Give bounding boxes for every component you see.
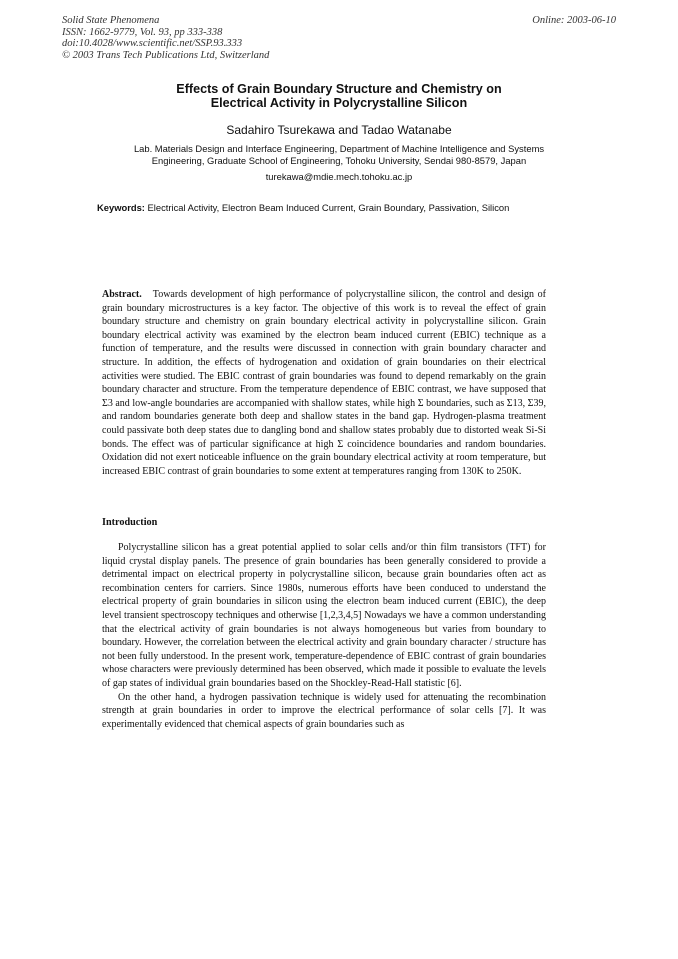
affiliation [0, 143, 678, 166]
intro-paragraph-2: On the other hand, a hydrogen passivation technique is widely used for attenuating the recombination strength at grain boundaries in order to improve the electrical performance of solar cells [7]. It was experimentally evidenced that chemical aspects of grain boundaries such as [102, 691, 546, 730]
paper-title [0, 82, 678, 110]
section-heading-introduction: Introduction [102, 517, 158, 528]
journal-header [62, 15, 269, 61]
keywords-label: Keywords: [97, 202, 145, 213]
keywords [97, 202, 509, 213]
online-date: Online: 2003-06-10 [532, 15, 616, 26]
title-line-1: Effects of Grain Boundary Structure and Chemistry on [176, 82, 502, 96]
intro-paragraph-1: Polycrystalline silicon has a great potential applied to solar cells and/or thin film transistors (TFT) for liquid crystal display panels. The presence of grain boundaries has been generally considered to provide a detrimental impact on electrical property in polycrystalline silicon, because grain boundaries often act as recombination centers for carriers. Since 1980s, numerous efforts have been conduced to understand the electrical property of grain boundaries in silicon using the electron beam induced current (EBIC), the deep level transient spectroscopy techniques and otherwise [1,2,3,4,5] Nowadays we have a common understanding that the electrical activity of grain boundaries is not always homogeneous but varies from boundary to boundary. However, the correlation between the electrical activity and grain boundary character / structure has not been fully understood. In the present work, temperature-dependence of EBIC contrast of grain boundaries whose characters were previously determined has been observed, which made it possible to evaluate the levels of gap states of individual grain boundaries based on the Shockley-Read-Hall statistic [6]. [102, 542, 546, 689]
journal-name: Solid State Phenomena [62, 15, 160, 26]
doi-line: doi:10.4028/www.scientific.net/SSP.93.333 [62, 38, 243, 49]
authors: Sadahiro Tsurekawa and Tadao Watanabe [226, 123, 452, 137]
author-email: turekawa@mdie.mech.tohoku.ac.jp [265, 171, 413, 182]
abstract-text: Towards development of high performance of polycrystalline silicon, the control and design of grain boundary microstructures is a key factor. The objective of this work is to reveal the effect of grain boundary structure and chemistry on grain boundary electrical activity in polycrystalline silicon. Grain boundary electrical activity was examined by the electron beam induced current (EBIC) technique as a function of temperature, and the results were discussed in connection with grain boundary character and structure. In addition, the effects of hydrogenation and oxidation of grain boundaries on their electrical activities were studied. The EBIC contrast of grain boundaries was found to depend remarkably on the grain boundary character and structure. From the temperature dependence of EBIC contrast, we have supposed that Σ3 and low-angle boundaries are accompanied with shallow states, while high Σ boundaries, such as Σ13, Σ39, and random boundaries generate both deep and shallow states in the band gap. Hydrogen-plasma treatment could passivate both deep states due to dangling bond and shallow states probably due to distorted weak Si-Si bonds. The effect was of particular significance at high Σ coincidence boundaries and random boundaries. Oxidation did not exert noticeable influence on the grain boundary electrical activity at room temperature, but increased EBIC contrast of grain boundaries to some extent at temperatures ranging from 130K to 250K. [102, 289, 547, 477]
affiliation-line-1: Lab. Materials Design and Interface Engineering, Department of Machine Intelligence and Systems [133, 143, 545, 154]
abstract-label: Abstract. [102, 289, 142, 300]
keywords-text: Electrical Activity, Electron Beam Induced Current, Grain Boundary, Passivation, Silicon [147, 202, 510, 213]
introduction-body [102, 541, 546, 731]
copyright-line: © 2003 Trans Tech Publications Ltd, Switzerland [62, 49, 270, 61]
title-line-2: Electrical Activity in Polycrystalline Silicon [210, 96, 468, 110]
affiliation-line-2: Engineering, Graduate School of Engineering, Tohoku University, Sendai 980-8579, Japan [151, 154, 527, 166]
issn-line: ISSN: 1662-9779, Vol. 93, pp 333-338 [62, 26, 223, 38]
abstract [102, 288, 546, 478]
